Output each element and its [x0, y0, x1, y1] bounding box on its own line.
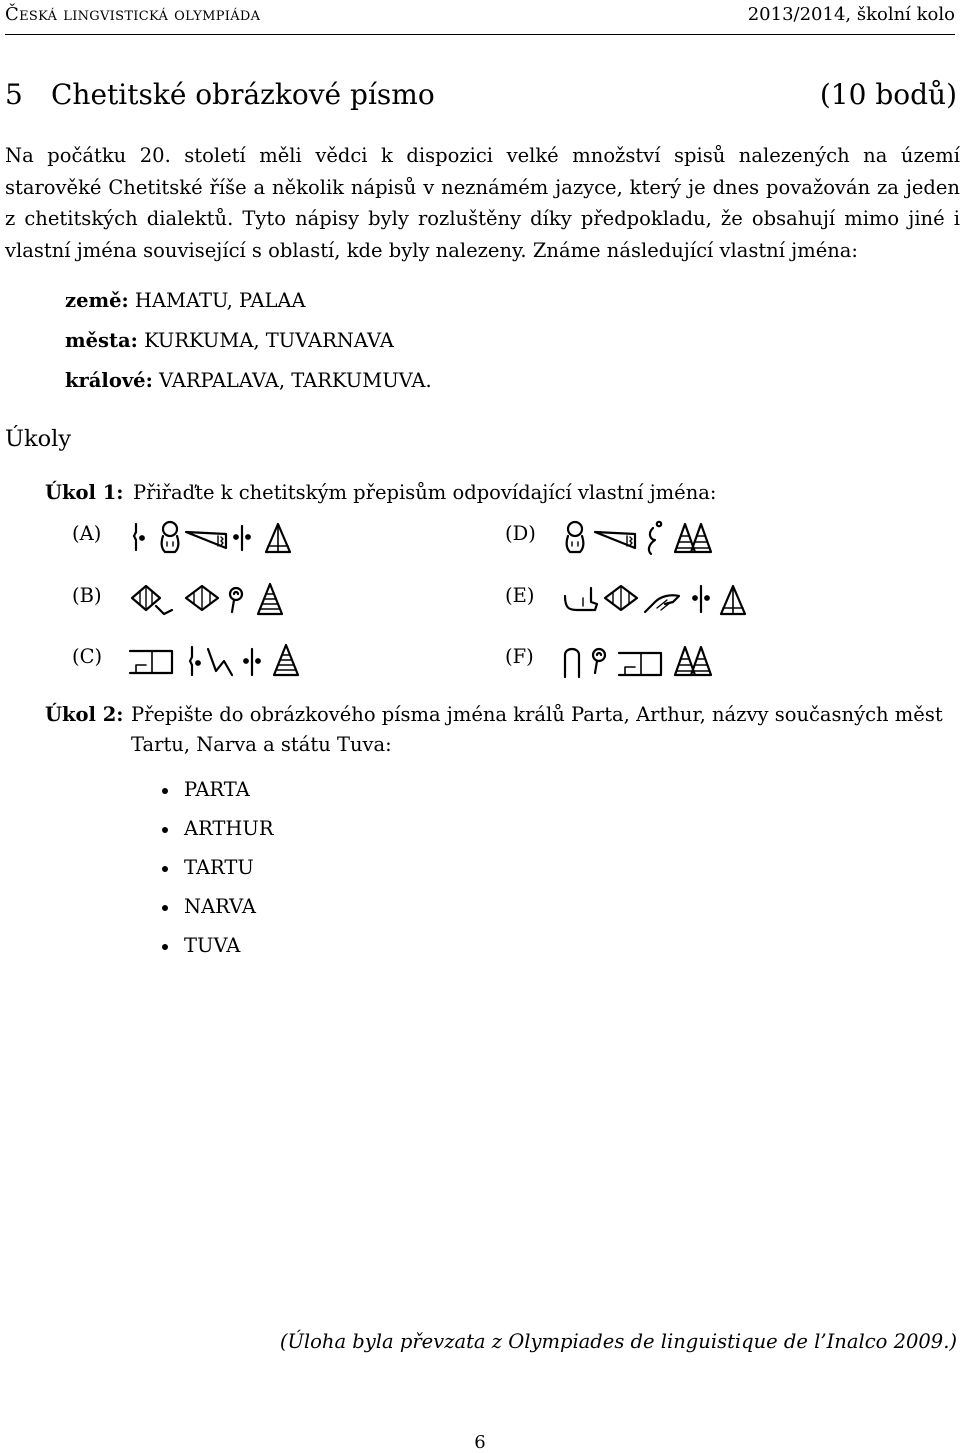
names-label: země:: [65, 289, 129, 312]
source-note: (Úloha byla převzata z Olympiades de linguistique de l’Inalco 2009.): [279, 1330, 957, 1353]
dotted-bar-icon: [190, 647, 200, 675]
inscription-d: [505, 518, 745, 558]
names-value: VARPALAVA, TARKUMUVA.: [158, 369, 432, 392]
vessel-icon: [567, 522, 584, 552]
task-1: [45, 478, 716, 508]
inscription-f-glyphs: [561, 641, 731, 681]
inscription-label: (B): [72, 584, 102, 607]
wedge-icon: [595, 532, 635, 548]
page-number: 6: [474, 1432, 486, 1453]
wedge-icon: [186, 532, 226, 548]
header-year-round: 2013/2014, školní kolo: [747, 4, 955, 25]
section-points: (10 bodů): [819, 78, 957, 111]
dotted-bar-icon: [244, 649, 260, 675]
list-item: [160, 814, 274, 853]
known-names-list: [65, 286, 432, 406]
inscription-label: (E): [505, 584, 535, 607]
names-row-countries: [65, 286, 432, 326]
mountain-outline-icon: [266, 524, 290, 552]
names-value: KURKUMA, TUVARNAVA: [144, 329, 394, 352]
inscription-c: [72, 641, 312, 681]
running-header: [5, 4, 955, 32]
mountain-outline-icon: [721, 586, 745, 614]
section-title: [5, 78, 957, 118]
inscription-label: (A): [72, 522, 102, 545]
intro-sentence-1: Na počátku 20. století měli vědci k dispozici velké množství spisů nalezených na území starověké Chetitské říše a několik nápisů v neznámém jazyce, který je dnes považován za jeden z chetitských dialektů.: [5, 144, 960, 230]
list-item: [160, 931, 274, 970]
box-icon: [619, 653, 661, 675]
hook-icon: [649, 522, 661, 554]
tasks-heading: Úkoly: [5, 426, 72, 452]
task-1-label: Úkol 1:: [45, 481, 124, 504]
bullet-icon: [162, 866, 168, 872]
intro-paragraph: [5, 140, 960, 266]
box-icon: [130, 651, 172, 673]
inscription-e: [505, 580, 765, 620]
word-text: NARVA: [184, 895, 256, 918]
names-row-kings: [65, 366, 432, 406]
word-text: PARTA: [184, 778, 250, 801]
diamond-icon: [186, 586, 218, 610]
section-number: 5: [5, 78, 23, 111]
bullet-icon: [162, 905, 168, 911]
word-text: TARTU: [184, 856, 254, 879]
intro-sentence-2: Tyto nápisy byly rozluštěny díky předpokladu, že obsahují mimo jiné i vlastní jména související s oblastí, kde byly nalezeny. Známe následující vlastní jména:: [5, 207, 960, 262]
inscription-f: [505, 641, 745, 681]
mountain-hatched-icon: [258, 584, 282, 614]
spiral-icon: [230, 588, 242, 612]
inscription-e-glyphs: [561, 580, 761, 620]
inscription-a: [72, 518, 312, 558]
inscription-b: [72, 580, 312, 620]
boot-icon: [565, 588, 597, 610]
vessel-icon: [162, 522, 179, 552]
list-item: [160, 892, 274, 931]
inscription-a-glyphs: [128, 518, 318, 558]
section-name: Chetitské obrázkové písmo: [51, 78, 435, 111]
hand-icon: [645, 595, 679, 612]
inscription-d-glyphs: [561, 518, 731, 558]
mountain-hatched-icon: [274, 645, 298, 675]
list-item: [160, 775, 274, 814]
arch-icon: [565, 649, 579, 677]
task-2-text: Přepište do obrázkového písma jména králů Parta, Arthur, názvy současných měst Tartu, Narva a státu Tuva:: [131, 703, 943, 756]
triple-mountain-icon: [675, 524, 711, 552]
task-2-label: Úkol 2:: [45, 703, 124, 726]
names-row-cities: [65, 326, 432, 366]
names-value: HAMATU, PALAA: [134, 289, 306, 312]
names-label: města:: [65, 329, 138, 352]
bullet-icon: [162, 944, 168, 950]
dotted-bar-icon: [234, 526, 250, 550]
inscription-c-glyphs: [128, 641, 318, 681]
transcription-word-list: [160, 775, 274, 970]
inscription-label: (D): [505, 522, 536, 545]
list-item: [160, 853, 274, 892]
header-rule: [5, 34, 955, 35]
diamond-icon: [605, 586, 637, 610]
word-text: ARTHUR: [184, 817, 274, 840]
inscription-label: (C): [72, 645, 103, 668]
names-label: králové:: [65, 369, 153, 392]
header-olympiad-name: Česká lingvistická olympiáda: [5, 4, 261, 25]
dotted-bar-icon: [693, 586, 709, 612]
inscription-label: (F): [505, 645, 534, 668]
task-1-text: Přiřaďte k chetitským přepisům odpovídající vlastní jména:: [133, 481, 717, 504]
word-text: TUVA: [184, 934, 241, 957]
zigzag-icon: [208, 649, 232, 675]
diamond-hand-icon: [132, 586, 172, 614]
spiral-icon: [593, 649, 605, 673]
bullet-icon: [162, 788, 168, 794]
bullet-icon: [162, 827, 168, 833]
inscription-b-glyphs: [128, 580, 318, 620]
dotted-bar-icon: [134, 524, 144, 550]
triple-mountain-icon: [675, 647, 711, 675]
